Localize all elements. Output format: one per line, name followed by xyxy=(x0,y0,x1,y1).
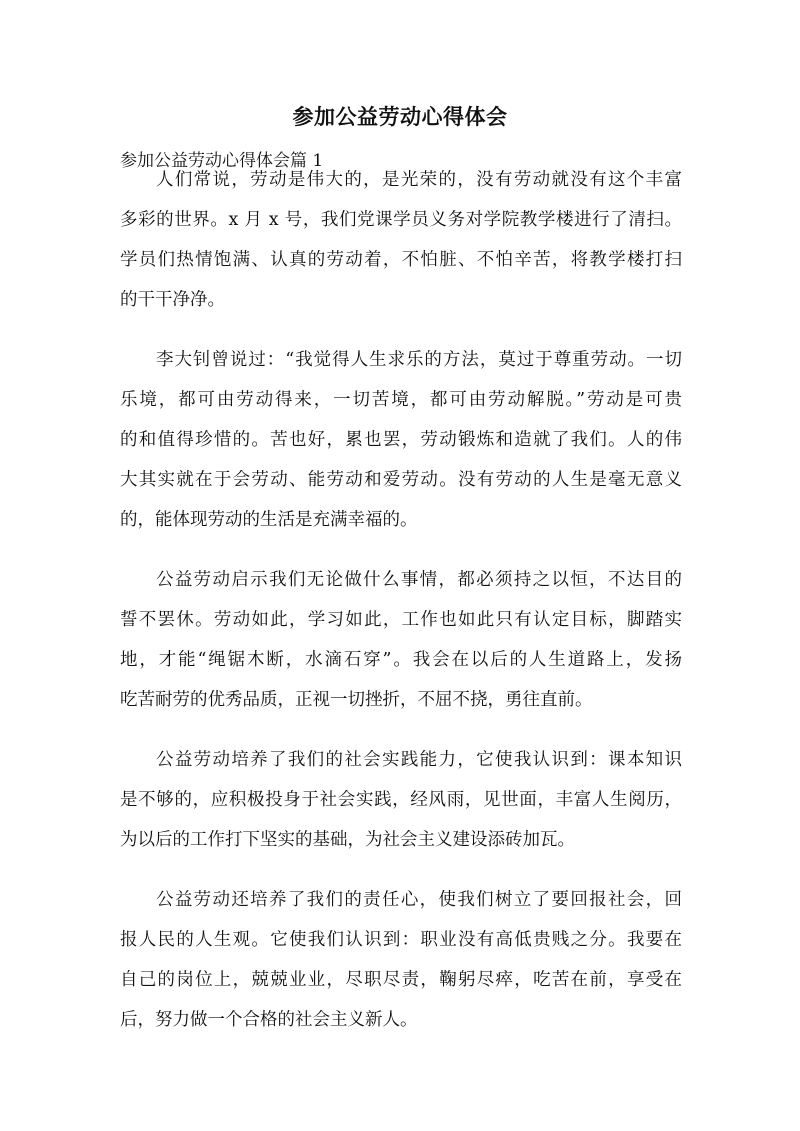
paragraph-line: 后，努力做一个合格的社会主义新人。 xyxy=(120,1010,418,1030)
paragraph-line: 的，能体现劳动的生活是充满幸福的。 xyxy=(120,510,418,530)
paragraph-line: 公益劳动培养了我们的社会实践能力，它使我认识到：课本知识 xyxy=(156,750,682,770)
paragraph-line: 为以后的工作打下坚实的基础，为社会主义建设添砖加瓦。 xyxy=(120,830,575,850)
document-subtitle: 参加公益劳动心得体会篇 1 xyxy=(120,151,324,171)
paragraph-line: 公益劳动启示我们无论做什么事情，都必须持之以恒，不达目的 xyxy=(156,570,682,590)
paragraph-line: 的干干净净。 xyxy=(120,290,225,310)
paragraph-5 xyxy=(120,880,682,1040)
paragraph-line: 报人民的人生观。它使我们认识到：职业没有高低贵贱之分。我要在 xyxy=(120,930,682,950)
paragraph-line: 是不够的，应积极投身于社会实践，经风雨，见世面，丰富人生阅历， xyxy=(120,790,682,810)
paragraph-1 xyxy=(120,160,682,320)
paragraph-line: 誓不罢休。劳动如此，学习如此，工作也如此只有认定目标，脚踏实 xyxy=(120,610,682,630)
paragraph-4 xyxy=(120,740,682,860)
paragraph-line: 学员们热情饱满、认真的劳动着，不怕脏、不怕辛苦，将教学楼打扫 xyxy=(120,250,682,270)
paragraph-line: 李大钊曾说过：“我觉得人生求乐的方法，莫过于尊重劳动。一切 xyxy=(156,350,682,370)
paragraph-line: 人们常说，劳动是伟大的，是光荣的，没有劳动就没有这个丰富 xyxy=(156,170,682,190)
paragraph-line: 吃苦耐劳的优秀品质，正视一切挫折，不屈不挠，勇往直前。 xyxy=(120,690,593,710)
document-title: 参加公益劳动心得体会 xyxy=(292,104,508,129)
paragraph-line: 大其实就在于会劳动、能劳动和爱劳动。没有劳动的人生是毫无意义 xyxy=(120,470,682,490)
paragraph-line: 自己的岗位上，兢兢业业，尽职尽责，鞠躬尽瘁，吃苦在前，享受在 xyxy=(120,970,682,990)
paragraph-line: 公益劳动还培养了我们的责任心，使我们树立了要回报社会，回 xyxy=(156,890,682,910)
paragraph-line: 的和值得珍惜的。苦也好，累也罢，劳动锻炼和造就了我们。人的伟 xyxy=(120,430,682,450)
paragraph-2 xyxy=(120,340,682,540)
paragraph-line: 乐境，都可由劳动得来，一切苦境，都可由劳动解脱。”劳动是可贵 xyxy=(120,390,682,410)
paragraph-line: 地，才能“绳锯木断，水滴石穿”。我会在以后的人生道路上，发扬 xyxy=(120,650,682,670)
paragraph-3 xyxy=(120,560,682,720)
paragraph-line: 多彩的世界。x 月 x 号，我们党课学员义务对学院教学楼进行了清扫。 xyxy=(120,210,682,230)
